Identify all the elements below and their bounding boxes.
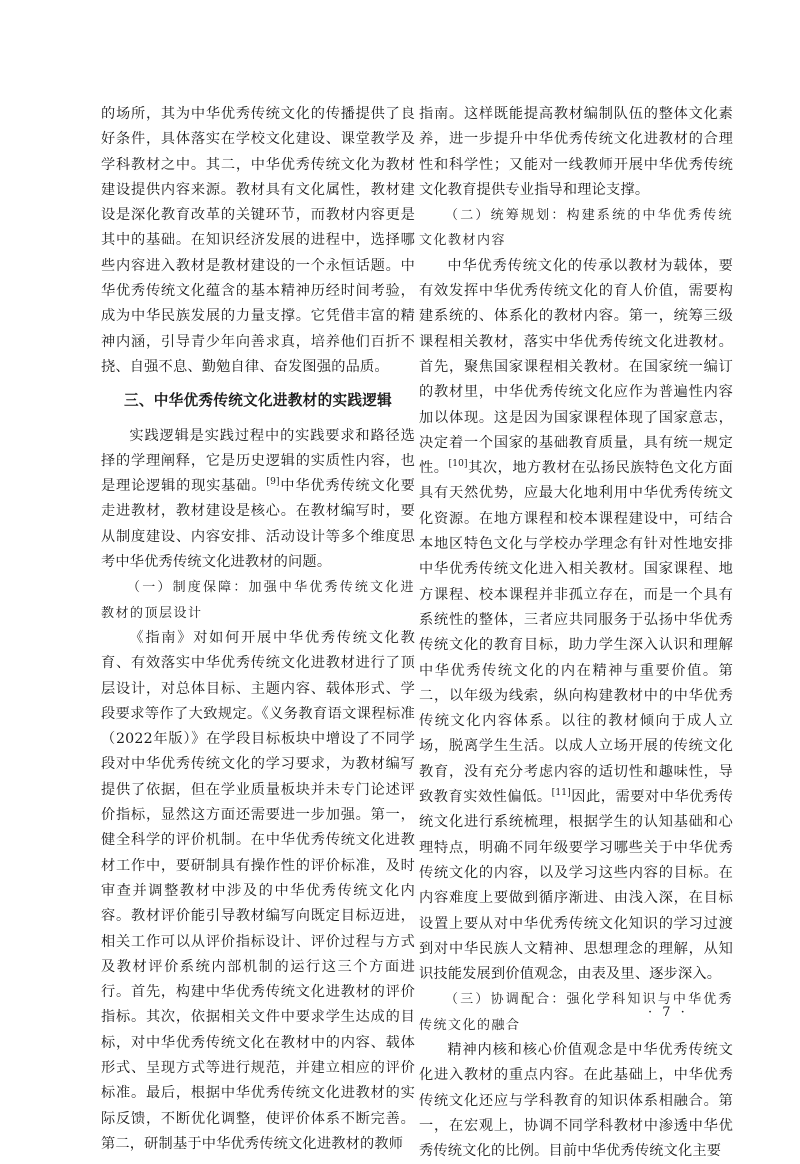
- paragraph-text: 实践逻辑是实践过程中的实践要求和路径选择的学理阐释，它是历史逻辑的实质性内容，也是理论逻辑的现实基础。: [101, 427, 415, 495]
- paragraph-text: 中华优秀传统文化要走进教材，教材建设是核心。在教材编写时，要从制度建设、内容安排、活动设计等多个维度思考中华优秀传统文化进教材的问题。: [101, 478, 416, 571]
- paragraph-text: 因此，需要对中华优秀传统文化进行系统梳理，根据学生的认知基础和心理特点，明确不同年级要学习哪些关于中华优秀传统文化的内容，以及学习这些内容的目标。在内容难度上要做到循序渐进、由浅入深，在目标设置上要从对中华优秀传统文化知识的学习过渡到对中华民族人文精神、思想理念的理解，从知识技能发展到价值观念，由表及里、逐步深入。: [419, 789, 733, 983]
- paragraph: 的场所，其为中华优秀传统文化的传播提供了良好条件，具体落实在学校文化建设、课堂教学及学科教材之中。其二，中华优秀传统文化为教材建设提供内容来源。教材具有文化属性，教材建设是深化教育改革的关键环节，而教材内容更是其中的基础。在知识经济发展的进程中，选择哪些内容进入教材是教材建设的一个永恒话题。中华优秀传统文化蕴含的基本精神历经时间考验，成为中华民族发展的力量支撑。它凭借丰富的精神内涵，引导青少年向善求真，培养他们百折不挠、自强不息、勤勉自律、奋发图强的品质。: [101, 106, 415, 375]
- paragraph: [101, 424, 415, 576]
- paragraph: [419, 254, 733, 988]
- paragraph: 精神内核和核心价值观念是中华优秀传统文化进入教材的重点内容。在此基础上，中华优秀传统文化还应与学科教育的知识体系相融合。第一，在宏观上，协调不同学科教材中渗透中华优秀传统文化的比例。目前中华优秀传统文化主要: [419, 1041, 733, 1160]
- page-number: · 7 ·: [648, 1005, 688, 1020]
- subheading: （二）统筹规划：构建系统的中华优秀传统文化教材内容: [419, 208, 733, 249]
- paragraph-text: 其次，地方教材在弘扬民族特色文化方面具有天然优势，应最大化地利用中华优秀传统文化资源。在地方课程和校本课程建设中，可结合本地区特色文化与学校办学理念有针对性地安排中华优秀传统文化进入相关教材。国家课程、地方课程、校本课程并非孤立存在，而是一个具有系统性的整体，三者应共同服务于弘扬中华优秀传统文化的教育目标，助力学生深入认识和理解中华优秀传统文化的内在精神与重要价值。第二，以年级为线索，纵向构建教材中的中华优秀传统文化内容体系。以往的教材倾向于成人立场，脱离学生生活。以成人立场开展的传统文化教育，没有充分考虑内容的适切性和趣味性，导致教育实效性偏低。: [419, 460, 733, 806]
- section-heading: 三、中华优秀传统文化进教材的实践逻辑: [123, 392, 393, 410]
- citation-ref: [9]: [266, 477, 280, 488]
- left-column: [101, 102, 415, 1157]
- subheading: （三）协调配合：强化学科知识与中华优秀传统文化的融合: [419, 992, 733, 1033]
- paragraph: 《指南》对如何开展中华优秀传统文化教育、有效落实中华优秀传统文化进教材进行了顶层设计，对总体目标、主题内容、载体形式、学段要求等作了大致规定。《义务教育语文课程标准（2022年版）》在学段目标板块中增设了不同学段对中华优秀传统文化的学习要求，为教材编写提供了依据，但在学业质量板块并未专门论述评价指标，显然这方面还需要进一步加强。第一，健全科学的评价机制。在中华优秀传统文化进教材工作中，要研制具有操作性的评价标准，及时审查并调整教材中涉及的中华优秀传统文化内容。教材评价能引导教材编写向既定目标迈进，相关工作可以从评价指标设计、评价过程与方式及教材评价系统内部机制的运行这三个方面进行。首先，构建中华优秀传统文化进教材的评价指标。其次，依据相关文件中要求学生达成的目标，对中华优秀传统文化在教材中的内容、载体形式、呈现方式等进行规范，并建立相应的评价标准。最后，根据中华优秀传统文化进教材的实际反馈，不断优化调整，使评价体系不断完善。第二，研制基于中华优秀传统文化进教材的教师: [101, 629, 415, 1152]
- paragraph: 指南。这样既能提高教材编制队伍的整体文化素养，进一步提升中华优秀传统文化进教材的合理性和科学性；又能对一线教师开展中华优秀传统文化教育提供专业指导和理论支撑。: [419, 106, 733, 198]
- citation-ref: [11]: [551, 788, 571, 799]
- citation-ref: [10]: [448, 459, 468, 470]
- subheading: （一）制度保障：加强中华优秀传统文化进教材的顶层设计: [101, 580, 415, 621]
- paragraph-text: 中华优秀传统文化的传承以教材为载体，要有效发挥中华优秀传统文化的育人价值，需要构建系统的、体系化的教材内容。第一，统筹三级课程相关教材，落实中华优秀传统文化进教材。首先，聚焦国家课程相关教材。在国家统一编订的教材里，中华优秀传统文化应作为普遍性内容加以体现。这是因为国家课程体现了国家意志，决定着一个国家的基础教育质量，具有统一规定性。: [419, 257, 733, 477]
